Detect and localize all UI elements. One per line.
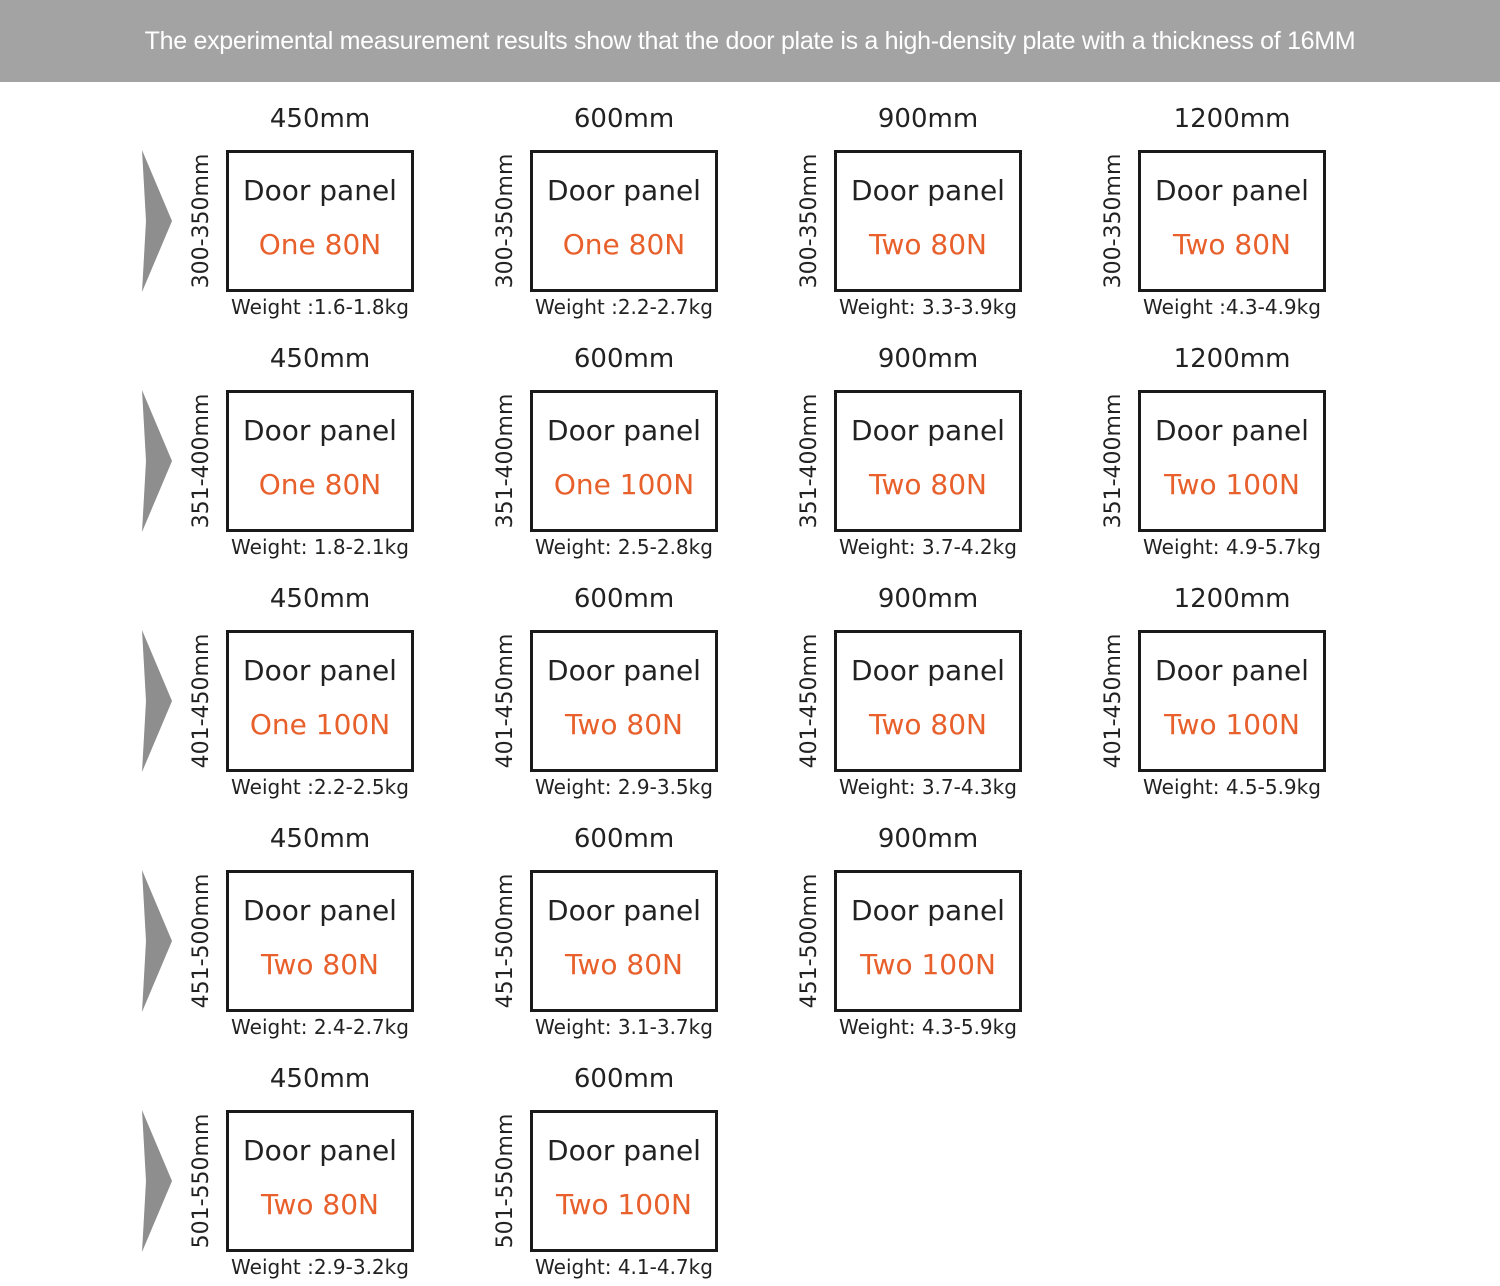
panel-height-label: 501-550mm bbox=[189, 1113, 214, 1249]
door-panel-cell bbox=[1098, 582, 1348, 799]
door-panel-cell bbox=[186, 582, 436, 799]
hinge-spec-label: Two 80N bbox=[869, 708, 987, 741]
door-panel-cell bbox=[490, 582, 740, 799]
panel-height-label: 300-350mm bbox=[797, 153, 822, 289]
door-panel-box bbox=[530, 630, 718, 772]
panel-height-label: 401-450mm bbox=[189, 633, 214, 769]
hinge-spec-label: Two 100N bbox=[860, 948, 996, 981]
door-panel-cell bbox=[794, 822, 1044, 1039]
hinge-spec-label: One 100N bbox=[553, 468, 695, 501]
row-arrow-icon bbox=[142, 390, 172, 532]
door-panel-cell bbox=[490, 1062, 740, 1279]
door-panel-box bbox=[226, 630, 414, 772]
panel-height-label: 401-450mm bbox=[797, 633, 822, 769]
panel-title: Door panel bbox=[243, 894, 397, 927]
panel-height-label: 451-500mm bbox=[797, 873, 822, 1009]
panel-weight-label: Weight: 3.7-4.2kg bbox=[839, 535, 1017, 559]
hinge-spec-label: One 80N bbox=[258, 468, 382, 501]
panel-weight-label: Weight :2.2-2.5kg bbox=[231, 775, 409, 799]
door-panel-cell bbox=[490, 342, 740, 559]
panel-height-label: 351-400mm bbox=[189, 393, 214, 529]
panel-weight-label: Weight: 2.5-2.8kg bbox=[535, 535, 713, 559]
door-panel-box bbox=[834, 390, 1022, 532]
panel-title: Door panel bbox=[1155, 414, 1309, 447]
door-panel-cell bbox=[794, 342, 1044, 559]
panel-title: Door panel bbox=[243, 1134, 397, 1167]
hinge-spec-label: Two 80N bbox=[565, 948, 683, 981]
panel-title: Door panel bbox=[851, 174, 1005, 207]
panel-width-label: 450mm bbox=[269, 344, 371, 374]
panel-width-label: 900mm bbox=[877, 584, 979, 614]
row-arrow-icon bbox=[142, 630, 172, 772]
hinge-spec-label: One 80N bbox=[258, 228, 382, 261]
panel-width-label: 600mm bbox=[573, 104, 675, 134]
panel-width-label: 1200mm bbox=[1173, 584, 1291, 614]
door-panel-cell bbox=[490, 102, 740, 319]
panel-title: Door panel bbox=[851, 414, 1005, 447]
panel-height-label: 401-450mm bbox=[1101, 633, 1126, 769]
hinge-spec-label: Two 80N bbox=[565, 708, 683, 741]
door-panel-cell bbox=[490, 822, 740, 1039]
panel-weight-label: Weight :4.3-4.9kg bbox=[1143, 295, 1321, 319]
banner-text: The experimental measurement results show that the door plate is a high-density plate with a thickness of 16MM bbox=[144, 26, 1356, 55]
panel-width-label: 1200mm bbox=[1173, 104, 1291, 134]
door-panel-cell bbox=[794, 582, 1044, 799]
panel-height-label: 451-500mm bbox=[493, 873, 518, 1009]
panel-title: Door panel bbox=[547, 174, 701, 207]
door-panel-box bbox=[530, 1110, 718, 1252]
panel-weight-label: Weight: 4.1-4.7kg bbox=[535, 1255, 713, 1279]
door-panel-cell bbox=[186, 102, 436, 319]
panel-title: Door panel bbox=[1155, 654, 1309, 687]
hinge-spec-label: Two 80N bbox=[261, 1188, 379, 1221]
panel-weight-label: Weight :1.6-1.8kg bbox=[231, 295, 409, 319]
hinge-spec-label: One 80N bbox=[562, 228, 686, 261]
panel-height-label: 300-350mm bbox=[189, 153, 214, 289]
panel-title: Door panel bbox=[851, 894, 1005, 927]
panel-weight-label: Weight: 4.9-5.7kg bbox=[1143, 535, 1321, 559]
door-panel-cell bbox=[1098, 102, 1348, 319]
panel-weight-label: Weight: 4.3-5.9kg bbox=[839, 1015, 1017, 1039]
panel-height-label: 300-350mm bbox=[1101, 153, 1126, 289]
door-panel-cell bbox=[794, 102, 1044, 319]
door-panel-box bbox=[834, 630, 1022, 772]
panel-weight-label: Weight: 1.8-2.1kg bbox=[231, 535, 409, 559]
panel-title: Door panel bbox=[547, 894, 701, 927]
door-panel-box bbox=[1138, 630, 1326, 772]
panel-weight-label: Weight: 2.4-2.7kg bbox=[231, 1015, 409, 1039]
panel-width-label: 450mm bbox=[269, 584, 371, 614]
panel-weight-label: Weight: 4.5-5.9kg bbox=[1143, 775, 1321, 799]
door-panel-box bbox=[1138, 390, 1326, 532]
panel-title: Door panel bbox=[243, 174, 397, 207]
panel-weight-label: Weight: 2.9-3.5kg bbox=[535, 775, 713, 799]
panel-width-label: 900mm bbox=[877, 344, 979, 374]
hinge-spec-label: Two 100N bbox=[1164, 708, 1300, 741]
door-panel-box bbox=[530, 390, 718, 532]
panel-width-label: 900mm bbox=[877, 104, 979, 134]
panel-weight-label: Weight: 3.7-4.3kg bbox=[839, 775, 1017, 799]
panel-title: Door panel bbox=[851, 654, 1005, 687]
header-banner bbox=[0, 0, 1500, 82]
panel-title: Door panel bbox=[243, 414, 397, 447]
panel-title: Door panel bbox=[547, 1134, 701, 1167]
panel-height-label: 401-450mm bbox=[493, 633, 518, 769]
panel-width-label: 600mm bbox=[573, 824, 675, 854]
hinge-spec-label: Two 100N bbox=[1164, 468, 1300, 501]
panel-width-label: 600mm bbox=[573, 344, 675, 374]
row-arrow-icon bbox=[142, 870, 172, 1012]
panel-title: Door panel bbox=[547, 654, 701, 687]
panel-width-label: 450mm bbox=[269, 104, 371, 134]
door-panel-cell bbox=[1098, 342, 1348, 559]
panel-width-label: 600mm bbox=[573, 584, 675, 614]
door-panel-cell bbox=[186, 1062, 436, 1279]
panel-height-label: 351-400mm bbox=[1101, 393, 1126, 529]
door-panel-box bbox=[226, 1110, 414, 1252]
door-panel-box bbox=[834, 870, 1022, 1012]
row-arrow-icon bbox=[142, 1110, 172, 1252]
panel-title: Door panel bbox=[547, 414, 701, 447]
panel-weight-label: Weight :2.2-2.7kg bbox=[535, 295, 713, 319]
panel-width-label: 600mm bbox=[573, 1064, 675, 1094]
door-panel-box bbox=[1138, 150, 1326, 292]
panel-height-label: 451-500mm bbox=[189, 873, 214, 1009]
door-panel-box bbox=[226, 390, 414, 532]
hinge-spec-label: Two 80N bbox=[869, 468, 987, 501]
hinge-spec-label: Two 80N bbox=[869, 228, 987, 261]
panel-height-label: 501-550mm bbox=[493, 1113, 518, 1249]
panel-width-label: 900mm bbox=[877, 824, 979, 854]
door-panel-box bbox=[834, 150, 1022, 292]
panel-width-label: 1200mm bbox=[1173, 344, 1291, 374]
door-panel-box bbox=[226, 870, 414, 1012]
hinge-spec-label: Two 80N bbox=[261, 948, 379, 981]
panel-weight-label: Weight: 3.3-3.9kg bbox=[839, 295, 1017, 319]
panel-title: Door panel bbox=[1155, 174, 1309, 207]
hinge-spec-label: Two 80N bbox=[1173, 228, 1291, 261]
door-panel-cell bbox=[186, 342, 436, 559]
hinge-spec-label: One 100N bbox=[249, 708, 391, 741]
panel-width-label: 450mm bbox=[269, 824, 371, 854]
door-panel-box bbox=[530, 870, 718, 1012]
panel-weight-label: Weight :2.9-3.2kg bbox=[231, 1255, 409, 1279]
door-panel-box bbox=[226, 150, 414, 292]
door-panel-cell bbox=[186, 822, 436, 1039]
hinge-spec-label: Two 100N bbox=[556, 1188, 692, 1221]
panel-height-label: 351-400mm bbox=[797, 393, 822, 529]
row-arrow-icon bbox=[142, 150, 172, 292]
panel-height-label: 351-400mm bbox=[493, 393, 518, 529]
panel-height-label: 300-350mm bbox=[493, 153, 518, 289]
panel-title: Door panel bbox=[243, 654, 397, 687]
panel-weight-label: Weight: 3.1-3.7kg bbox=[535, 1015, 713, 1039]
door-panel-box bbox=[530, 150, 718, 292]
panel-width-label: 450mm bbox=[269, 1064, 371, 1094]
